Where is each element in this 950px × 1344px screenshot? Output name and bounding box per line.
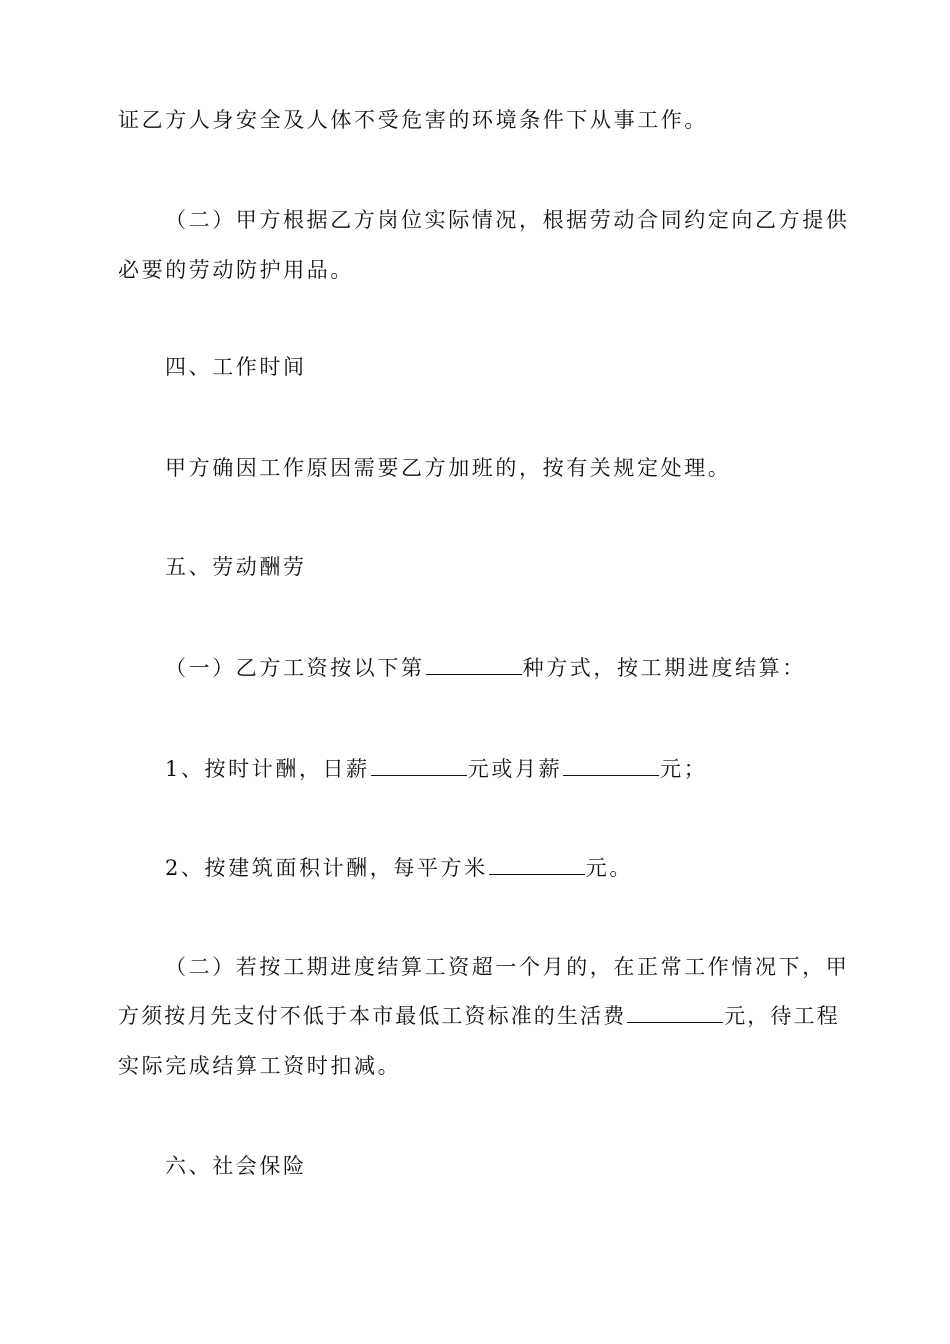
- section-heading-work-time: 四、工作时间: [165, 355, 307, 379]
- section-heading-social-insurance: 六、社会保险: [165, 1154, 307, 1178]
- area-wage-text-after: 元。: [585, 856, 633, 880]
- area-wage-blank: [489, 852, 585, 875]
- paragraph-line: 必要的劳动防护用品。: [118, 258, 354, 282]
- time-wage-text-after: 元；: [660, 757, 708, 781]
- area-wage-line: [165, 852, 830, 883]
- area-wage-text-before: 2、按建筑面积计酬，每平方米: [165, 856, 488, 880]
- time-wage-text-before: 1、按时计酬，日薪: [165, 757, 370, 781]
- paragraph-line: 证乙方人身安全及人体不受危害的环境条件下从事工作。: [118, 108, 708, 132]
- wage-method-line: [165, 652, 830, 683]
- living-allowance-text-before: 方须按月先支付不低于本市最低工资标准的生活费: [118, 1004, 627, 1028]
- daily-wage-blank: [371, 753, 467, 776]
- living-allowance-blank: [627, 1000, 723, 1023]
- paragraph-line: （二）若按工期进度结算工资超一个月的，在正常工作情况下，甲: [165, 955, 850, 979]
- wage-method-text-before: （一）乙方工资按以下第: [165, 656, 425, 680]
- living-allowance-text-after: 元，待工程: [724, 1004, 840, 1028]
- time-wage-text-middle: 元或月薪: [467, 757, 563, 781]
- wage-method-blank: [426, 652, 522, 675]
- time-wage-line: [165, 753, 830, 784]
- living-allowance-line: [118, 1000, 840, 1031]
- wage-method-text-after: 种方式，按工期进度结算：: [522, 656, 806, 680]
- paragraph-line: 实际完成结算工资时扣减。: [118, 1054, 402, 1078]
- paragraph-line: 甲方确因工作原因需要乙方加班的，按有关规定处理。: [165, 456, 732, 480]
- paragraph-line: （二）甲方根据乙方岗位实际情况，根据劳动合同约定向乙方提供: [165, 208, 850, 232]
- monthly-wage-blank: [563, 753, 659, 776]
- section-heading-remuneration: 五、劳动酬劳: [165, 555, 307, 579]
